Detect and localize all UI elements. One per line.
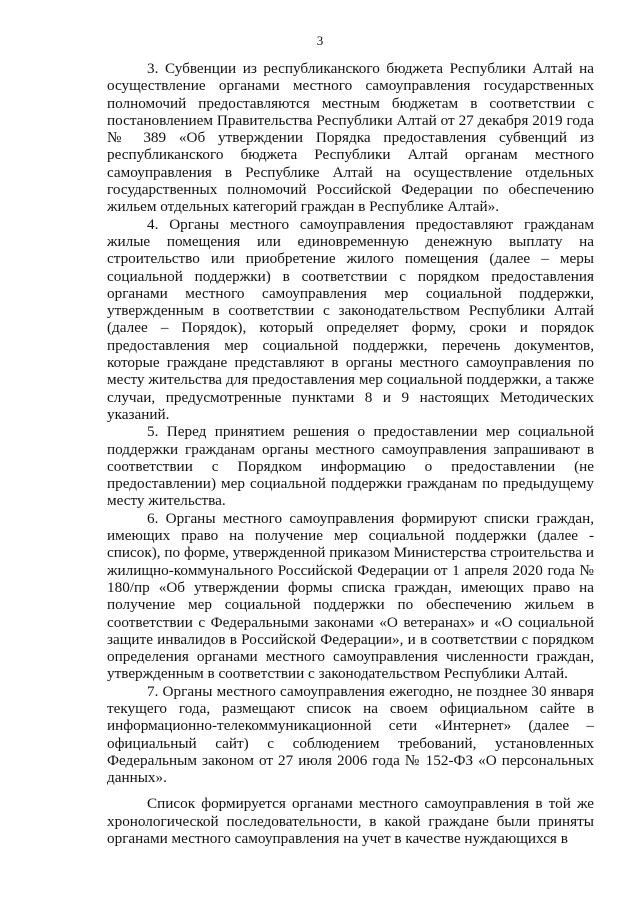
paragraph-6-citizen-lists: 6. Органы местного самоуправления формируют списки граждан, имеющих право на получение мер социальной поддержки (далее - список), по форме, утвержденной приказом Министерства строительства и жилищно-коммунального Российской Федерации от 1 апреля 2020 года № 180/пр «Об утверждении формы списка граждан, имеющих право на получение мер социальной поддержки по обеспечению жильем в соответствии с Федеральными законами «О ветеранах» и «О социальной защите инвалидов в Российской Федерации», и в соответствии с порядком определения органами местного самоуправления численности граждан, утвержденным в соответствии с законодательством Республики Алтай. [107, 509, 594, 683]
paragraph-7-list-publication: 7. Органы местного самоуправления ежегодно, не позднее 30 января текущего года, размещают список на своем официальном сайте в информационно-телекоммуникационной сети «Интернет» (далее – официальный сайт) с соблюдением требований, установленных Федеральным законом от 27 июля 2006 года № 152-ФЗ «О персональных данных». [107, 682, 594, 787]
paragraph-3-subventions: 3. Субвенции из республиканского бюджета Республики Алтай на осуществление органами местного самоуправления государственных полномочий предоставляются местным бюджетам в соответствии с постановлением Правительства Республики Алтай от 27 декабря 2019 года № 389 «Об утверждении Порядка предоставления субвенций из республиканского бюджета Республики Алтай органам местного самоуправления в Республике Алтай на осуществление отдельных государственных полномочий Российской Федерации по обеспечению жильем отдельных категорий граждан в Республике Алтай». [107, 60, 594, 216]
paragraph-4-housing-support: 4. Органы местного самоуправления предоставляют гражданам жилые помещения или единовременную денежную выплату на строительство или приобретение жилого помещения (далее – меры социальной поддержки) в соответствии с порядком предоставления органами местного самоуправления мер социальной поддержки, утвержденным в соответствии с законодательством Республики Алтай (далее – Порядок), который определяет форму, сроки и порядок предоставления мер социальной поддержки, перечень документов, которые граждане представляют в органы местного самоуправления по месту жительства для предоставления мер социальной поддержки, а также случаи, предусмотренные пунктами 8 и 9 настоящих Методических указаний. [107, 215, 594, 423]
page-number: 3 [316, 33, 324, 48]
document-body [107, 60, 594, 847]
paragraph-list-order: Список формируется органами местного самоуправления в той же хронологической последовательности, в какой граждане были приняты органами местного самоуправления на учет в качестве нуждающихся в [107, 795, 594, 848]
paragraph-5-prior-support-request: 5. Перед принятием решения о предоставлении мер социальной поддержки гражданам органы местного самоуправления запрашивают в соответствии с Порядком информацию о предоставлении (не предоставлении) мер социальной поддержки гражданам по предыдущему месту жительства. [107, 423, 594, 510]
